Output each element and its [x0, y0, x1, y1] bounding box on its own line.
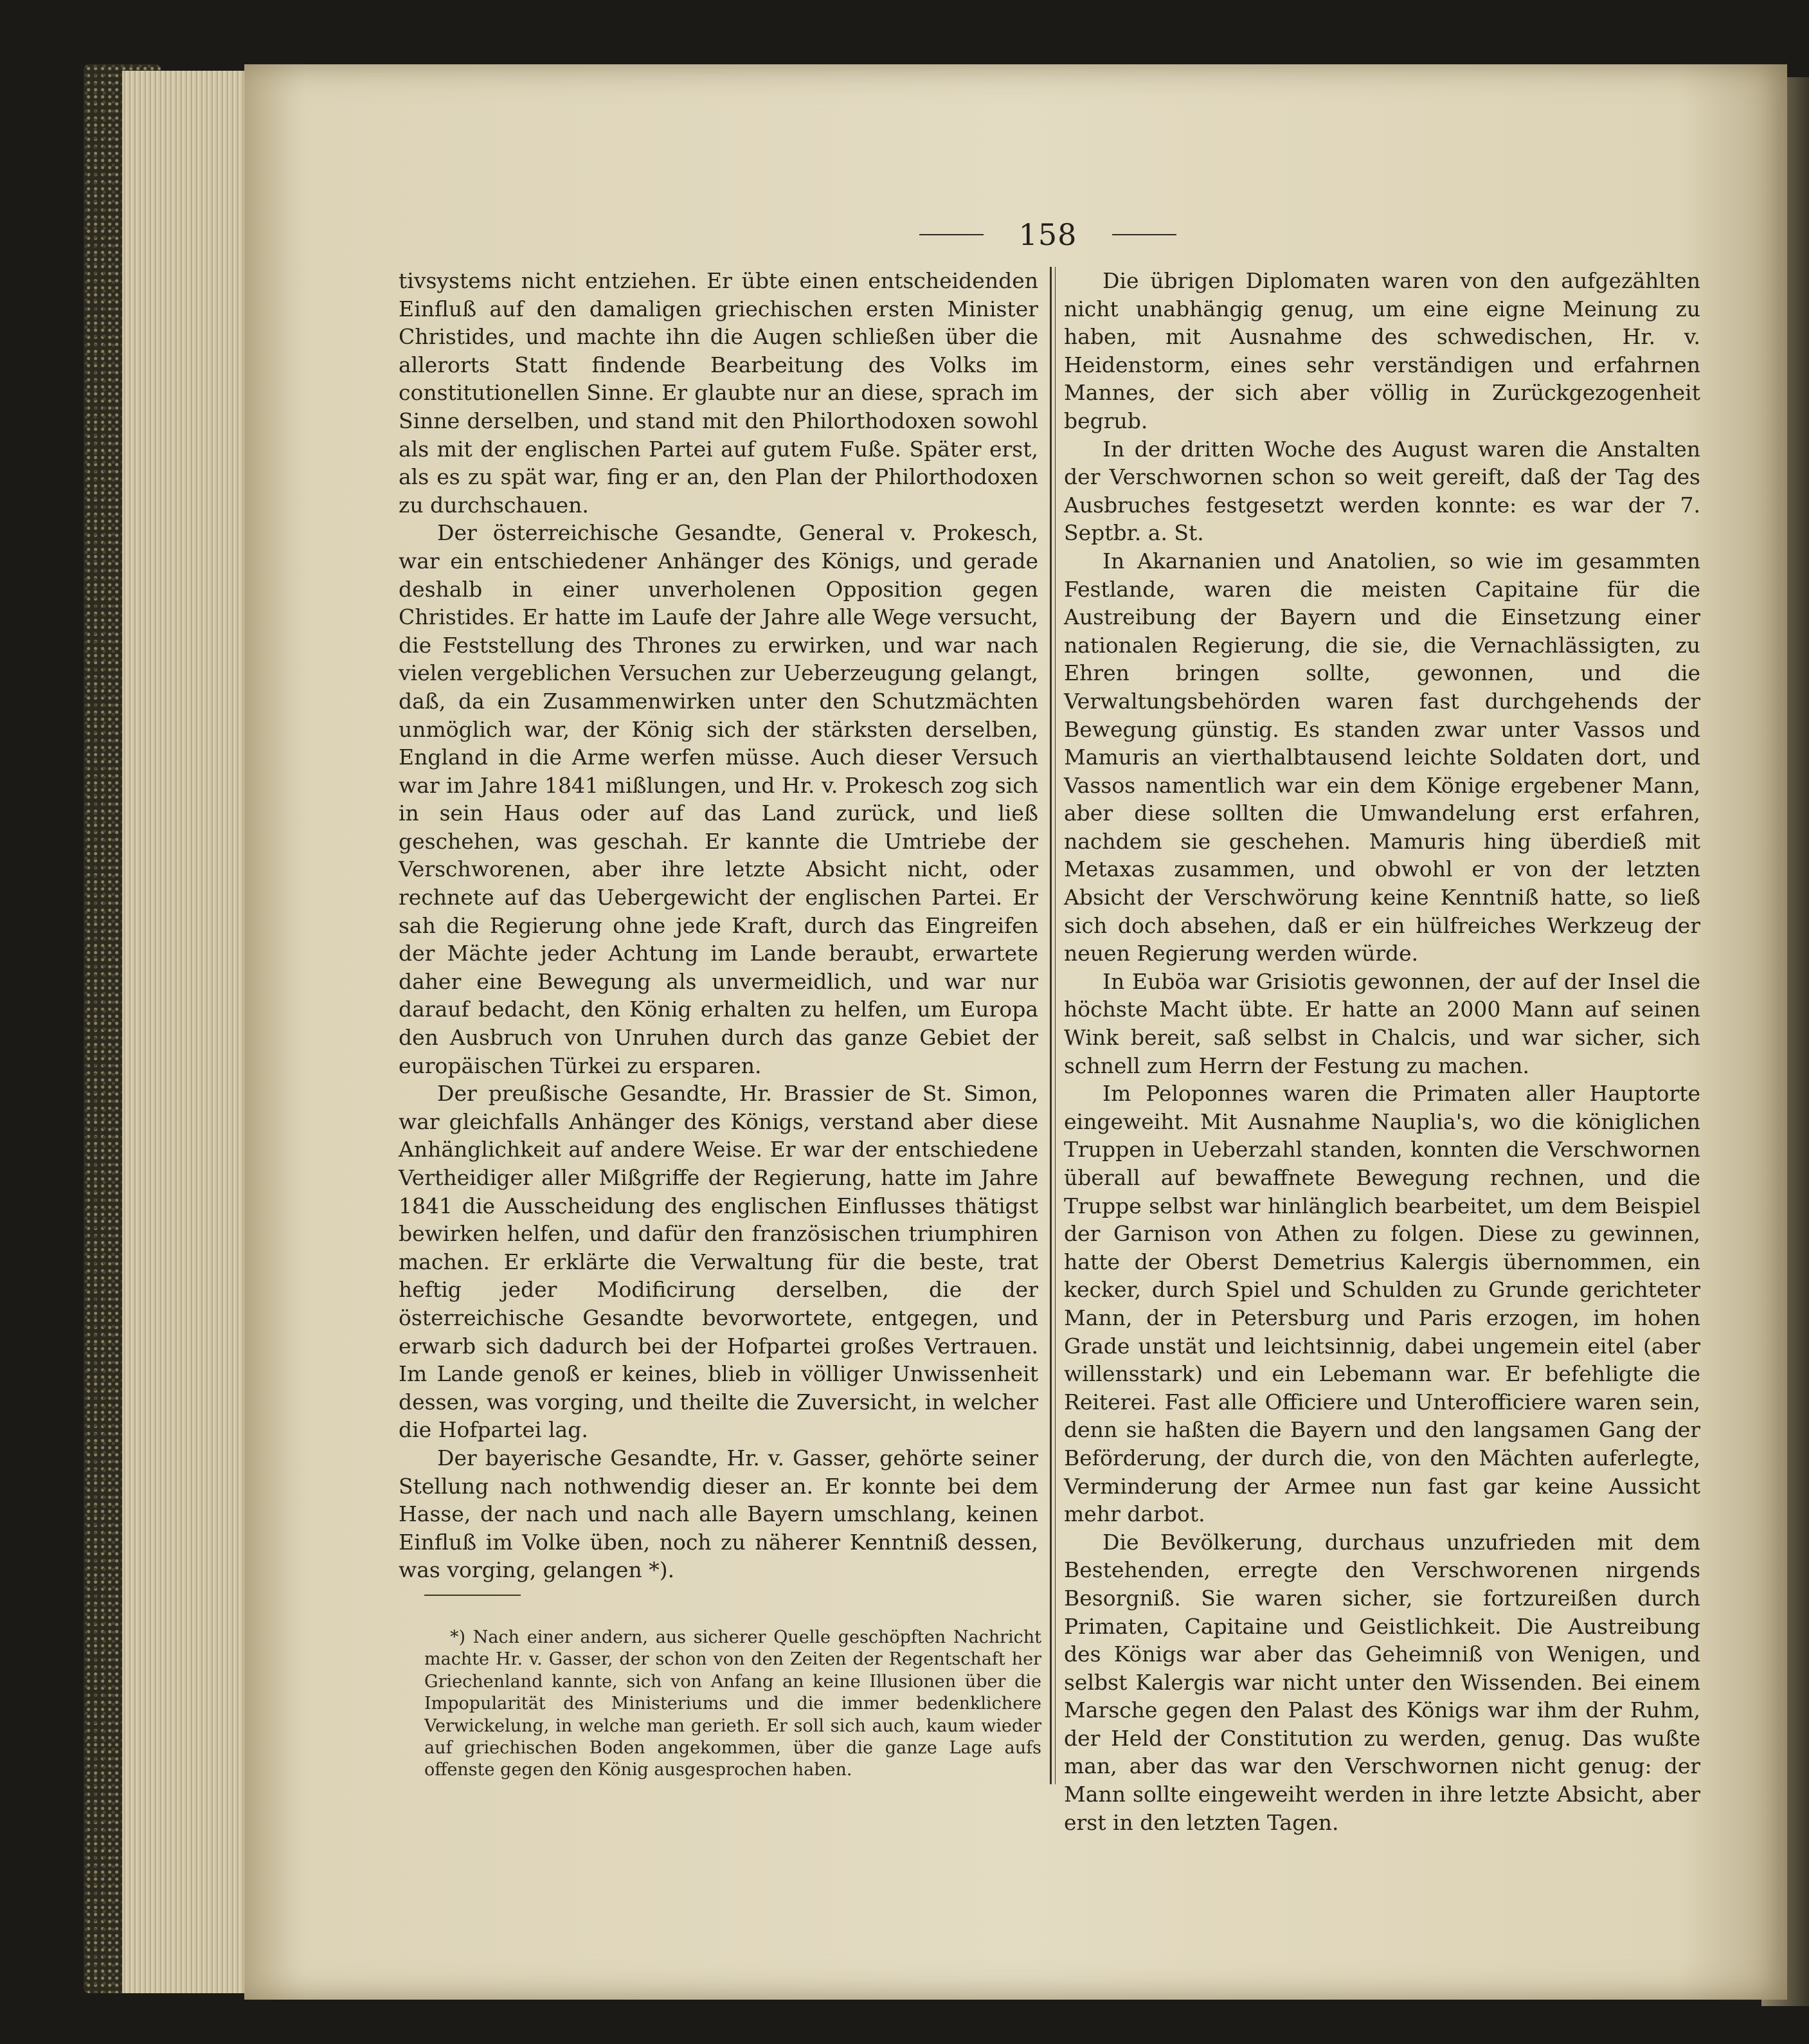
right-paragraph-4: In Euböa war Grisiotis gewonnen, der auf der Insel die höchste Macht übte. Er hatte an 2000 Mann auf seinen Wink bereit, saß selbst in Chalcis, und war sicher, sich schnell zum Herrn der Festung zu machen. — [1064, 968, 1700, 1078]
left-paragraph-4: Der bayerische Gesandte, Hr. v. Gasser, gehörte seiner Stellung nach nothwendig dieser an. Er konnte bei dem Hasse, der nach und nach alle Bayern umschlang, keinen Einfluß im Volke üben, noch zu näherer Kenntniß dessen, was vorging, gelangen *). — [399, 1445, 1038, 1583]
footnote-text: *) Nach einer andern, aus sicherer Quelle geschöpften Nachricht machte Hr. v. Gasser, der schon von den Zeiten der Regentschaft her Griechenland kannte, sich von Anfang an keine Illusionen über die Impopularität des Ministeriums und die immer bedenklichere Verwickelung, in welche man gerieth. Er soll sich auch, kaum wieder auf griechischen Boden angekommen, über die ganze Lage aufs offenste gegen den König ausgesprochen haben. — [424, 1627, 1041, 1780]
left-column — [399, 267, 1038, 1584]
right-paragraph-3: In Akarnanien und Anatolien, so wie im gesammten Festlande, waren die meisten Capitaine für die Austreibung der Bayern und die Einsetzung einer nationalen Regierung, die sie, die Vernachlässigten, zu Ehren bringen sollte, gewonnen, und die Verwaltungsbehörden waren fast durchgehends der Bewegung günstig. Es standen zwar unter Vassos und Mamuris an vierthalbtausend leichte Soldaten dort, und Vassos namentlich war ein dem Könige ergebener Mann, aber diese sollten die Umwandelung erst erfahren, nachdem sie geschehen. Mamuris hing überdieß mit Metaxas zusammen, und obwohl er von der letzten Absicht der Verschwörung keine Kenntniß hatte, so ließ sich doch absehen, daß er ein hülfreiches Werkzeug der neuen Regierung werden würde. — [1064, 548, 1700, 966]
page-number: 158 — [1018, 217, 1077, 252]
left-paragraph-3: Der preußische Gesandte, Hr. Brassier de St. Simon, war gleichfalls Anhänger des Königs, verstand aber diese Anhänglichkeit auf andere Weise. Er war der entschiedene Vertheidiger aller Mißgriffe der Regierung, hatte im Jahre 1841 die Ausscheidung des englischen Einflusses thätigst bewirken helfen, und dafür den französischen triumphiren machen. Er erklärte die Verwaltung für die beste, trat heftig jeder Modificirung derselben, die der österreichische Gesandte bevorwortete, entgegen, und erwarb sich dadurch bei der Hofpartei großes Vertrauen. Im Lande genoß er keines, blieb in völliger Unwissenheit dessen, was vorging, und theilte die Zuversicht, in welcher die Hofpartei lag. — [399, 1081, 1038, 1443]
column-divider — [1050, 267, 1052, 1784]
page-header — [913, 219, 1183, 251]
footnote — [424, 1627, 1041, 1782]
right-paragraph-6: Die Bevölkerung, durchaus unzufrieden mit dem Bestehenden, erregte den Verschworenen nirgends Besorgniß. Sie waren sicher, sie fortzureißen durch Primaten, Capitaine und Geistlichkeit. Die Austreibung des Königs war aber das Geheimniß von Wenigen, und selbst Kalergis war nicht unter den Wissenden. Bei einem Marsche gegen den Palast des Königs war ihm der Ruhm, der Held der Constitution zu werden, genug. Das wußte man, aber das war den Verschwornen nicht genug: der Mann sollte eingeweiht werden in ihre letzte Absicht, aber erst in den letzten Tagen. — [1064, 1529, 1700, 1835]
right-paragraph-1: Die übrigen Diplomaten waren von den aufgezählten nicht unabhängig genug, um eine eigne Meinung zu haben, mit Ausnahme des schwedischen, Hr. v. Heidenstorm, eines sehr verständigen und erfahrnen Mannes, der sich aber völlig in Zurückgezogenheit begrub. — [1064, 268, 1700, 433]
right-paragraph-2: In der dritten Woche des August waren die Anstalten der Verschwornen schon so weit gereift, daß der Tag des Ausbruches festgesetzt werden konnte: es war der 7. Septbr. a. St. — [1064, 436, 1700, 546]
header-rule-left — [919, 234, 984, 235]
left-paragraph-2: Der österreichische Gesandte, General v. Prokesch, war ein entschiedener Anhänger des Königs, und gerade deshalb in einer unverholenen Opposition gegen Christides. Er hatte im Laufe der Jahre alle Wege versucht, die Feststellung des Thrones zu erwirken, und war nach vielen vergeblichen Versuchen zur Ueberzeugung gelangt, daß, da ein Zusammenwirken unter den Schutzmächten unmöglich war, der König sich der stärksten derselben, England in die Arme werfen müsse. Auch dieser Versuch war im Jahre 1841 mißlungen, und Hr. v. Prokesch zog sich in sein Haus oder auf das Land zurück, und ließ geschehen, was geschah. Er kannte die Umtriebe der Verschworenen, aber ihre letzte Absicht nicht, oder rechnete auf das Uebergewicht der englischen Partei. Er sah die Regierung ohne jede Kraft, durch das Eingreifen der Mächte jeder Achtung im Lande beraubt, erwartete daher eine Bewegung als unvermeidlich, und war nur darauf bedacht, den König erhalten zu helfen, um Europa den Ausbruch von Unruhen durch das ganze Gebiet der europäischen Türkei zu ersparen. — [399, 520, 1038, 1078]
left-paragraph-1: tivsystems nicht entziehen. Er übte einen entscheidenden Einfluß auf den damaligen griechischen ersten Minister Christides, und machte ihn die Augen schließen über die allerorts Statt findende Bearbeitung des Volks im constitutionellen Sinne. Er glaubte nur an diese, sprach im Sinne derselben, und stand mit den Philorthodoxen sowohl als mit der englischen Partei auf gutem Fuße. Später erst, als es zu spät war, fing er an, den Plan der Philorthodoxen zu durchschauen. — [399, 268, 1038, 518]
page-edges — [122, 71, 257, 1993]
footnote-rule — [424, 1595, 521, 1596]
header-rule-right — [1112, 234, 1176, 235]
right-paragraph-5: Im Peloponnes waren die Primaten aller Hauptorte eingeweiht. Mit Ausnahme Nauplia's, wo die königlichen Truppen in Ueberzahl standen, konnten die Verschwornen überall auf bewaffnete Bewegung rechnen, und die Truppe selbst war hinlänglich bearbeitet, um dem Beispiel der Garnison von Athen zu folgen. Diese zu gewinnen, hatte der Oberst Demetrius Kalergis übernommen, ein kecker, durch Spiel und Schulden zu Grunde gerichteter Mann, der in Petersburg und Paris erzogen, im hohen Grade unstät und leichtsinnig, dabei ungemein eitel (aber willensstark) und ein Lebemann war. Er befehligte die Reiterei. Fast alle Officiere und Unterofficiere waren sein, denn sie haßten die Bayern und den langsamen Gang der Beförderung, der durch die, von den Mächten auferlegte, Verminderung der Armee nun fast gar keine Aussicht mehr darbot. — [1064, 1081, 1700, 1527]
right-column — [1064, 267, 1700, 1836]
column-divider-thin — [1055, 267, 1056, 1784]
